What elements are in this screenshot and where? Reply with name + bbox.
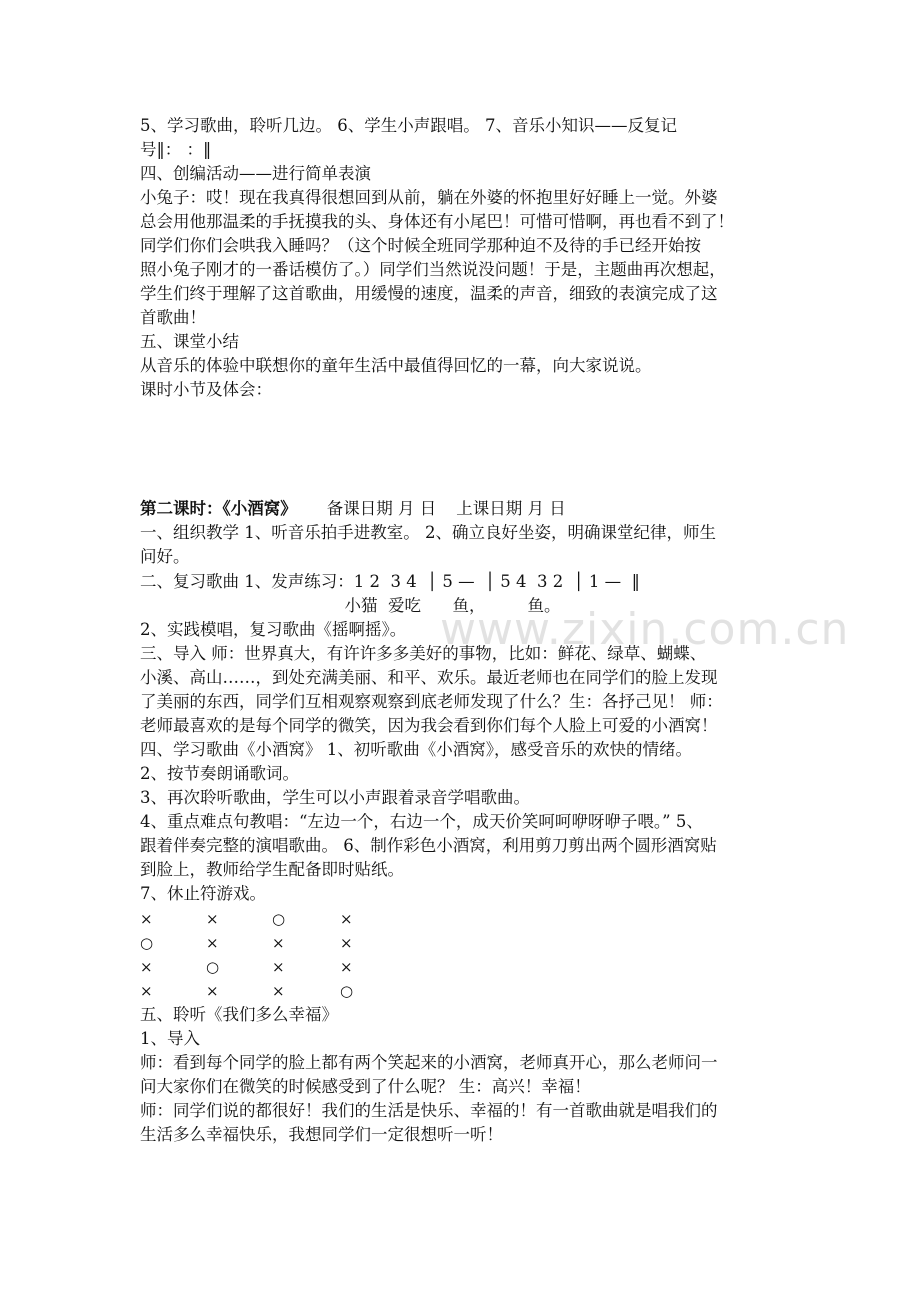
- rest-symbol: ×: [206, 910, 219, 928]
- rest-symbol: ×: [340, 910, 353, 928]
- rest-symbol: ×: [140, 958, 153, 976]
- text-line: 问好。: [140, 547, 190, 566]
- text-line: 一、组织教学 1、听音乐拍手进教室。 2、确立良好坐姿，明确课堂纪律，师生: [140, 523, 716, 542]
- text-line: 同学们你们会哄我入睡吗？（这个时候全班同学那种迫不及待的手已经开始按: [140, 236, 701, 255]
- text-line: 学生们终于理解了这首歌曲，用缓慢的速度，温柔的声音，细致的表演完成了这: [140, 284, 718, 303]
- text-line: 小溪、高山……，到处充满美丽、和平、欢乐。最近老师也在同学们的脸上发现: [140, 668, 718, 687]
- rest-symbol: ○: [206, 958, 220, 976]
- text-line: 号‖： ：‖: [140, 140, 212, 159]
- notation-line: 二、复习歌曲 1、发声练习：1 2 3 4 │ 5 — │ 5 4 3 2 │ 1 — ‖: [140, 572, 640, 591]
- text-line: 跟着伴奏完整的演唱歌曲。 6、制作彩色小酒窝，利用剪刀剪出两个圆形酒窝贴: [140, 836, 717, 855]
- rest-symbol: ×: [340, 934, 353, 952]
- rest-symbol: ×: [140, 910, 153, 928]
- text-line: 7、休止符游戏。: [140, 884, 266, 903]
- lyrics-line: 小猫 爱吃 鱼， 鱼。: [140, 596, 561, 615]
- rest-symbol: ○: [340, 982, 354, 1000]
- text-line: 老师最喜欢的是每个同学的微笑，因为我会看到你们每个人脸上可爱的小酒窝！: [140, 716, 718, 735]
- text-line: 照小兔子刚才的一番话模仿了。）同学们当然说没问题！于是，主题曲再次想起，: [140, 260, 726, 279]
- text-line: 四、学习歌曲《小酒窝》 1、初听歌曲《小酒窝》，感受音乐的欢快的情绪。: [140, 740, 692, 759]
- rest-symbol: ○: [140, 934, 154, 952]
- text-line: 5、学习歌曲，聆听几边。 6、学生小声跟唱。 7、音乐小知识——反复记: [140, 116, 677, 135]
- text-line: 师：同学们说的都很好！我们的生活是快乐、幸福的！有一首歌曲就是唱我们的: [140, 1101, 718, 1120]
- text-line: 到脸上，教师给学生配备即时贴纸。: [140, 860, 404, 879]
- rest-symbol: ×: [272, 982, 285, 1000]
- rest-symbol: ×: [206, 982, 219, 1000]
- rest-symbol: ×: [140, 982, 153, 1000]
- text-line: 生活多么幸福快乐，我想同学们一定很想听一听！: [140, 1125, 503, 1144]
- section-heading: 五、聆听《我们多么幸福》: [140, 1005, 338, 1024]
- text-line: 了美丽的东西，同学们互相观察观察到底老师发现了什么？生：各抒己见！ 师：: [140, 692, 723, 711]
- text-line: 三、导入 师：世界真大，有许许多多美好的事物，比如：鲜花、绿草、蝴蝶、: [140, 644, 707, 663]
- section-heading: 五、课堂小结: [140, 332, 239, 351]
- section-heading: 四、创编活动——进行简单表演: [140, 164, 371, 183]
- text-line: 问大家你们在微笑的时候感受到了什么呢？ 生：高兴！幸福！: [140, 1077, 591, 1096]
- watermark: www.zixin.com.cn: [440, 604, 850, 655]
- lesson-header: [140, 497, 800, 521]
- rest-symbol: ×: [340, 958, 353, 976]
- text-line: 首歌曲！: [140, 308, 206, 327]
- class-date: 上课日期 月 日: [456, 499, 566, 518]
- text-line: 2、实践模唱，复习歌曲《摇啊摇》。: [140, 620, 407, 639]
- text-line: 1、导入: [140, 1029, 200, 1048]
- rest-symbol: ×: [206, 934, 219, 952]
- text-line: 总会用他那温柔的手抚摸我的头、身体还有小尾巴！可惜可惜啊，再也看不到了！: [140, 212, 734, 231]
- rest-symbol: ×: [272, 934, 285, 952]
- prep-date: 备课日期 月 日: [326, 499, 437, 518]
- text-line: 课时小节及体会：: [140, 380, 272, 399]
- text-line: 师：看到每个同学的脸上都有两个笑起来的小酒窝，老师真开心，那么老师问一: [140, 1053, 718, 1072]
- lesson-title: 第二课时：《小酒窝》: [140, 499, 297, 518]
- rest-symbol: ×: [272, 958, 285, 976]
- text-line: 小兔子：哎！现在我真得很想回到从前，躺在外婆的怀抱里好好睡上一觉。外婆: [140, 188, 718, 207]
- text-line: 4、重点难点句教唱：“左边一个，右边一个，成天价笑呵呵咿呀咿子喂。” 5、: [140, 812, 703, 831]
- text-line: 3、再次聆听歌曲，学生可以小声跟着录音学唱歌曲。: [140, 788, 530, 807]
- text-line: 从音乐的体验中联想你的童年生活中最值得回忆的一幕，向大家说说。: [140, 356, 652, 375]
- text-line: 2、按节奏朗诵歌词。: [140, 764, 299, 783]
- rest-symbol: ○: [272, 910, 286, 928]
